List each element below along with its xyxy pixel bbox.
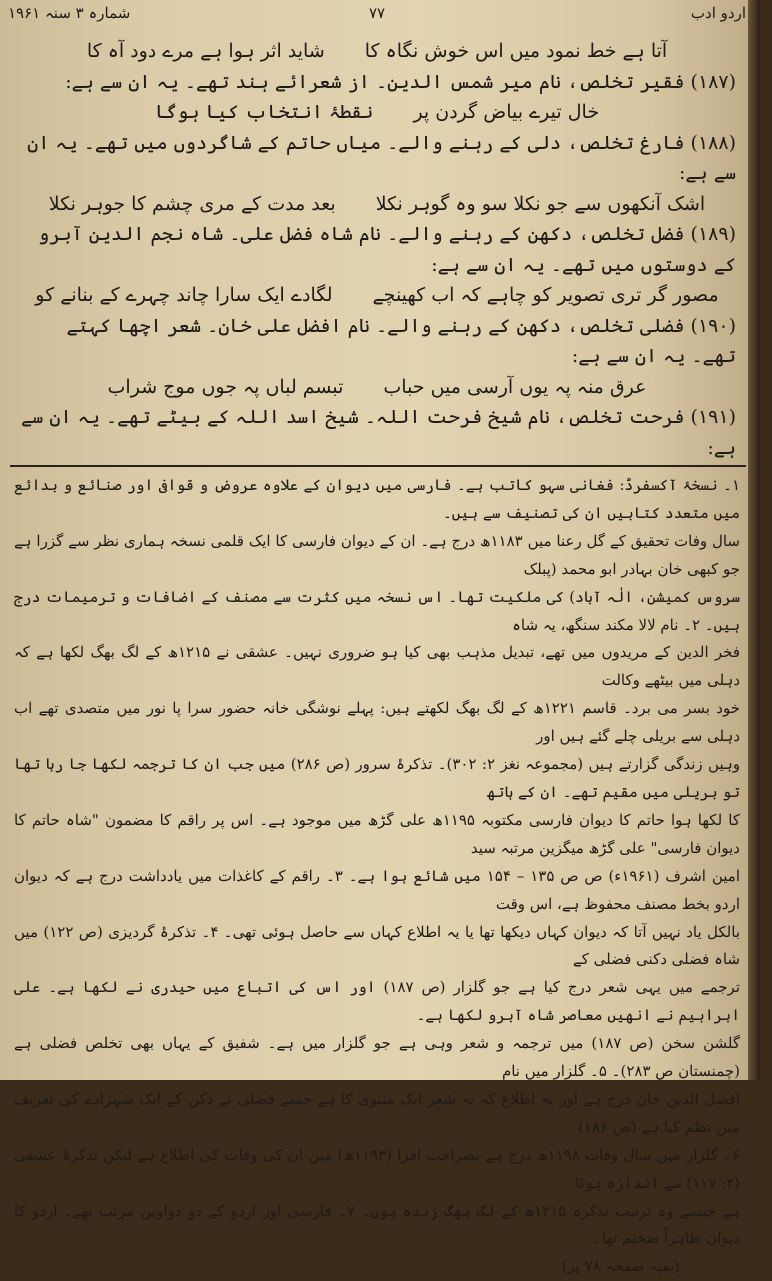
- verse-line: نقطۂ انتخاب کیا ہوگا: [154, 101, 374, 123]
- footnote-line: فخر الدین کے مریدوں میں تھے، تبدیل مذہب بھی کیا ہو ضروری نہیں۔ عشقی نے ۱۲۱۵ھ کے لگ بھگ لکھا ہے کہ دہلی میں بیٹھے وکالت: [14, 643, 740, 690]
- verse-line: تبسم لباں پہ جوں موج شراب: [107, 375, 344, 398]
- main-text: [18, 36, 736, 463]
- footnote-line: گلشن سخن (ص ۱۸۷) میں ترجمہ و شعر وہی ہے جو گلزار میں ہے۔ شفیق کے یہاں بھی تخلص فضلی ہے (چمنستان ص ۲۸۳)۔ ۵۔ گلزار میں نام: [14, 1034, 740, 1081]
- footnote-line: ہے جیسے وہ ترتیب تذکرہ ۱۲۱۵ھ کے لگ بھگ زندہ ہوں۔ ۷۔ فارسی اور اردو کے دو دواوین مرتب تھے۔ اردو کا دیوان ظاہراً ضخیم تھا۔: [14, 1201, 740, 1248]
- footnote-line: ۱۔ نسخۂ آکسفرڈ: فغانی سہو کاتب ہے۔ فارسی میں دیوان کے علاوہ عروض و قوافی اور صنائع و بدائع میں متعدد کتابیں ان کی تصنیف سے ہیں۔: [14, 476, 740, 522]
- entry-paragraph: (۱۹۰) فضلی تخلص، دکھن کے رہنے والے۔ نام افضل علی خان۔ شعر اچھا کہتے تھے۔ یہ ان سے ہے:: [66, 314, 736, 367]
- entry-paragraph: (۱۸۹) فضل تخلص، دکھن کے رہنے والے۔ نام شاہ فضل علی۔ شاہ نجم الدین آبرو کے دوستوں میں تھے۔ یہ ان سے ہے:: [38, 223, 736, 276]
- footnote-line: خود بسر می برد۔ قاسم ۱۲۲۱ھ کے لگ بھگ لکھتے ہیں: پہلے نوشگی خانہ حضور سرا پا نور میں متصدی تھے اب دہلی سے بریلی چلے گئے ہیں اور: [14, 699, 741, 746]
- entry-paragraph: (۱۹۱) فرحت تخلص، نام شیخ فرحت اللہ۔ شیخ اسد اللہ کے بیٹے تھے۔ یہ ان سے ہے:: [21, 406, 736, 459]
- verse: [18, 280, 736, 311]
- footnote-line: ترجمے میں یہی شعر درج کیا ہے جو گلزار (ص ۱۸۷) اور اس کی اتباع میں حیدری نے لکھا ہے۔ علی ابراہیم نے انھیں معاصر شاہ آبرو لکھا ہے۔: [14, 978, 740, 1025]
- continuation-note: (بقیہ صفحہ ۷۸ پر): [561, 1257, 680, 1276]
- verse-line: شاید اثر ہوا ہے مرے دود آہ کا: [86, 40, 325, 62]
- footnote-divider: [10, 465, 746, 467]
- entry-paragraph: (۱۸۷) فقیر تخلص، نام میر شمس الدین۔ از شعرائے ہند تھے۔ یہ ان سے ہے:: [65, 70, 736, 93]
- footnotes: [14, 472, 740, 1281]
- footnote-line: وہیں زندگی گزارتے ہیں (مجموعہ نغز ۲: ۳۰۲)۔ تذکرۂ سرور (ص ۲۸۶) میں جب ان کا ترجمہ لکھا جا رہا تھا تو بریلی میں مقیم تھے۔ ان کے ہاتھ: [14, 755, 741, 801]
- verse: [18, 189, 736, 220]
- footnote-line: امین اشرف (۱۹۶۱ء) ص ص ۱۳۵ – ۱۵۴ میں شائع ہوا ہے۔ ۳۔ راقم کے کاغذات میں یادداشت درج ہے کہ دیوان اردو بخط مصنف محفوظ ہے، اس وقت: [14, 866, 740, 913]
- publication-title: اردو ادب: [690, 4, 746, 22]
- verse-line: لگادے ایک سارا چاند چہرے کے بنانے کو: [35, 284, 333, 306]
- verse: [18, 36, 736, 67]
- footnote-line: بالکل یاد نہیں آتا کہ دیوان کہاں دیکھا تھا یا یہ اطلاع کہاں سے حاصل ہوئی تھی۔ ۴۔ تذکرۂ گردیزی (ص ۱۲۲) میں شاہ فضلی دکنی فضلی کے: [14, 922, 740, 969]
- footnote-line: سروس کمیشن، الٰہ آباد) کی ملکیت تھا۔ اس نسخہ میں کثرت سے مصنف کے اضافات و ترمیمات درج ہیں۔ ۲۔ نام لالا مکند سنگھ، یہ شاہ: [14, 587, 740, 634]
- verse-line: خال تیرے بیاض گردن پر: [413, 101, 600, 123]
- binding-edge: [748, 0, 760, 1080]
- verse-line: مصور گر تری تصویر کو چاہے کہ اب کھینچے: [372, 284, 719, 306]
- verse-line: عرق منہ پہ یوں آرسی میں حباب: [383, 375, 647, 398]
- verse-line: اشک آنکھوں سے جو نکلا سو وہ گوہر نکلا: [375, 192, 706, 215]
- footnote-line: کا لکھا ہوا حاتم کا دیوان فارسی مکتوبہ ۱۱۹۵ھ علی گڑھ میں موجود ہے۔ اس پر راقم کا مضمون "شاہ حاتم کا دیوان فارسی" علی گڑھ میگزین مرتبہ سید: [14, 810, 740, 857]
- issue-label: شمارہ ۳ سنہ ۱۹۶۱: [8, 4, 131, 22]
- footnote-line: ۶۔ گلزار میں سال وفات ۱۱۹۸ھ درج ہے بصراحت افزا (۱۱۹۳ھ) میں ان کی وفات کی اطلاع ہے لیکن تذکرۂ عشقی (۲: ۱۱۷) سے اندازہ ہوتا: [14, 1145, 741, 1192]
- page-header: [8, 4, 746, 30]
- footnote-line: سال وفات تحقیق کے گل رعنا میں ۱۱۸۳ھ درج ہے۔ ان کے دیوان فارسی کا ایک قلمی نسخہ ہماری نظر سے گزرا ہے جو کبھی خان بہادر ابو محمد (پبلک: [14, 531, 741, 578]
- page-number: ۷۷: [368, 4, 386, 22]
- verse: [18, 97, 736, 128]
- verse-line: بعد مدت کے مری چشم کا جوہر نکلا: [48, 192, 336, 215]
- verse-line: آتا ہے خط نمود میں اس خوش نگاہ کا: [364, 40, 668, 62]
- entry-paragraph: (۱۸۸) فارغ تخلص، دلی کے رہنے والے۔ میاں حاتم کے شاگردوں میں تھے۔ یہ ان سے ہے:: [27, 131, 736, 184]
- verse: [18, 372, 736, 403]
- footnote-line: افضل الدین خان درج ہے اور یہ اطلاع کہ یہ شعر ایک مثنوی کا ہے جسے فضلی نے دکن کے ایک شہزادے کی تعریف میں نظم کیا ہے (ص ۱۸۶): [14, 1089, 740, 1136]
